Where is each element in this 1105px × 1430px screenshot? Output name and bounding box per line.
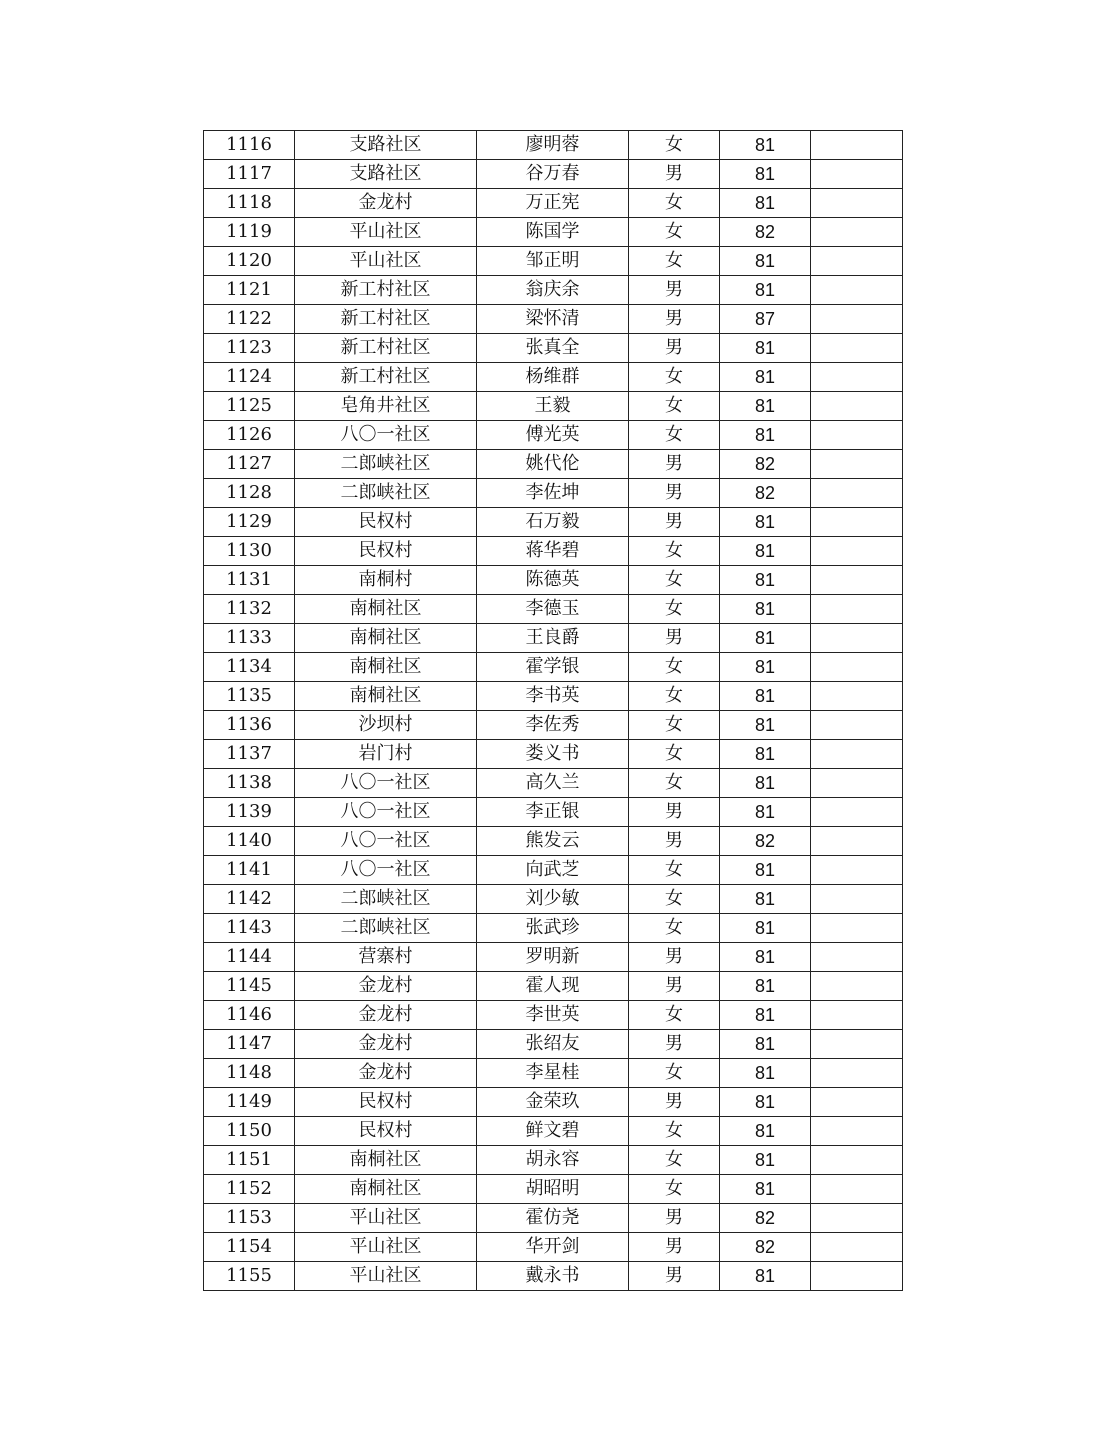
roster-table-body [204,131,903,1291]
table-row [204,1030,903,1059]
cell-gender: 男 [629,798,720,827]
cell-community: 二郎峡社区 [295,450,477,479]
cell-note [811,972,903,1001]
cell-age: 81 [720,392,811,421]
cell-serial-number: 1120 [204,247,295,276]
cell-age: 81 [720,421,811,450]
cell-gender: 女 [629,885,720,914]
cell-gender: 女 [629,131,720,160]
cell-age: 81 [720,972,811,1001]
table-row [204,1233,903,1262]
table-row [204,218,903,247]
cell-serial-number: 1148 [204,1059,295,1088]
table-row [204,276,903,305]
cell-serial-number: 1132 [204,595,295,624]
cell-person-name: 霍人现 [477,972,629,1001]
table-row [204,1146,903,1175]
cell-serial-number: 1151 [204,1146,295,1175]
cell-serial-number: 1122 [204,305,295,334]
cell-community: 八〇一社区 [295,798,477,827]
table-row [204,566,903,595]
cell-note [811,624,903,653]
cell-person-name: 张武珍 [477,914,629,943]
cell-age: 81 [720,160,811,189]
cell-person-name: 张真全 [477,334,629,363]
cell-note [811,479,903,508]
cell-person-name: 胡昭明 [477,1175,629,1204]
cell-serial-number: 1153 [204,1204,295,1233]
cell-community: 民权村 [295,1088,477,1117]
table-row [204,856,903,885]
cell-note [811,276,903,305]
table-row [204,827,903,856]
cell-community: 沙坝村 [295,711,477,740]
cell-person-name: 廖明蓉 [477,131,629,160]
cell-serial-number: 1123 [204,334,295,363]
table-row [204,305,903,334]
table-row [204,740,903,769]
cell-serial-number: 1145 [204,972,295,1001]
table-row [204,1088,903,1117]
cell-serial-number: 1143 [204,914,295,943]
cell-age: 81 [720,1001,811,1030]
cell-person-name: 李书英 [477,682,629,711]
cell-note [811,1146,903,1175]
cell-serial-number: 1152 [204,1175,295,1204]
table-row [204,131,903,160]
cell-age: 81 [720,711,811,740]
cell-gender: 女 [629,653,720,682]
cell-community: 二郎峡社区 [295,914,477,943]
cell-note [811,218,903,247]
table-row [204,450,903,479]
cell-note [811,305,903,334]
cell-gender: 男 [629,1204,720,1233]
cell-serial-number: 1144 [204,943,295,972]
cell-person-name: 李世英 [477,1001,629,1030]
cell-note [811,856,903,885]
cell-gender: 男 [629,160,720,189]
cell-gender: 男 [629,1233,720,1262]
table-row [204,885,903,914]
table-row [204,508,903,537]
table-row [204,189,903,218]
cell-serial-number: 1134 [204,653,295,682]
cell-person-name: 戴永书 [477,1262,629,1291]
cell-age: 81 [720,653,811,682]
cell-note [811,1088,903,1117]
table-row [204,479,903,508]
cell-serial-number: 1118 [204,189,295,218]
table-row [204,1001,903,1030]
cell-age: 82 [720,1204,811,1233]
table-row [204,1117,903,1146]
cell-gender: 女 [629,566,720,595]
cell-age: 81 [720,856,811,885]
cell-person-name: 陈德英 [477,566,629,595]
cell-note [811,189,903,218]
cell-age: 81 [720,1146,811,1175]
cell-gender: 男 [629,1262,720,1291]
cell-age: 81 [720,1030,811,1059]
cell-person-name: 陈国学 [477,218,629,247]
cell-note [811,1117,903,1146]
table-row [204,595,903,624]
cell-community: 新工村社区 [295,334,477,363]
cell-age: 81 [720,1117,811,1146]
table-row [204,653,903,682]
cell-gender: 男 [629,827,720,856]
cell-note [811,421,903,450]
cell-serial-number: 1124 [204,363,295,392]
table-row [204,943,903,972]
cell-gender: 女 [629,392,720,421]
cell-age: 81 [720,943,811,972]
cell-community: 二郎峡社区 [295,885,477,914]
table-row [204,711,903,740]
cell-age: 81 [720,566,811,595]
cell-person-name: 李正银 [477,798,629,827]
roster-table [203,130,903,1291]
cell-gender: 男 [629,305,720,334]
table-row [204,1262,903,1291]
cell-note [811,653,903,682]
table-row [204,914,903,943]
table-row [204,769,903,798]
cell-community: 皂角井社区 [295,392,477,421]
cell-serial-number: 1119 [204,218,295,247]
cell-age: 81 [720,798,811,827]
cell-community: 南桐社区 [295,595,477,624]
cell-note [811,363,903,392]
cell-person-name: 霍仿尧 [477,1204,629,1233]
cell-age: 81 [720,1088,811,1117]
cell-community: 八〇一社区 [295,421,477,450]
cell-community: 金龙村 [295,1030,477,1059]
cell-serial-number: 1130 [204,537,295,566]
cell-community: 平山社区 [295,247,477,276]
cell-age: 82 [720,450,811,479]
cell-community: 支路社区 [295,160,477,189]
cell-serial-number: 1140 [204,827,295,856]
cell-serial-number: 1131 [204,566,295,595]
cell-gender: 女 [629,769,720,798]
cell-person-name: 梁怀清 [477,305,629,334]
cell-gender: 男 [629,276,720,305]
cell-note [811,1204,903,1233]
cell-gender: 女 [629,1001,720,1030]
cell-gender: 男 [629,508,720,537]
cell-person-name: 张绍友 [477,1030,629,1059]
cell-community: 金龙村 [295,972,477,1001]
cell-note [811,508,903,537]
cell-community: 民权村 [295,1117,477,1146]
cell-note [811,885,903,914]
cell-note [811,595,903,624]
table-row [204,160,903,189]
cell-gender: 女 [629,1146,720,1175]
cell-serial-number: 1121 [204,276,295,305]
table-row [204,363,903,392]
cell-community: 八〇一社区 [295,827,477,856]
cell-gender: 女 [629,711,720,740]
cell-age: 81 [720,595,811,624]
cell-person-name: 李德玉 [477,595,629,624]
cell-person-name: 谷万春 [477,160,629,189]
cell-note [811,1175,903,1204]
table-row [204,537,903,566]
cell-serial-number: 1127 [204,450,295,479]
cell-age: 81 [720,885,811,914]
cell-note [811,1233,903,1262]
cell-serial-number: 1133 [204,624,295,653]
cell-gender: 女 [629,218,720,247]
table-row [204,247,903,276]
cell-age: 81 [720,276,811,305]
cell-person-name: 李星桂 [477,1059,629,1088]
cell-person-name: 蒋华碧 [477,537,629,566]
cell-person-name: 王毅 [477,392,629,421]
cell-community: 支路社区 [295,131,477,160]
cell-serial-number: 1150 [204,1117,295,1146]
cell-person-name: 霍学银 [477,653,629,682]
cell-age: 81 [720,131,811,160]
cell-gender: 女 [629,363,720,392]
cell-person-name: 华开剑 [477,1233,629,1262]
cell-age: 82 [720,218,811,247]
cell-gender: 男 [629,943,720,972]
cell-community: 平山社区 [295,1233,477,1262]
cell-person-name: 高久兰 [477,769,629,798]
cell-gender: 女 [629,914,720,943]
cell-community: 金龙村 [295,1059,477,1088]
cell-community: 八〇一社区 [295,769,477,798]
cell-person-name: 鲜文碧 [477,1117,629,1146]
cell-community: 南桐社区 [295,624,477,653]
cell-serial-number: 1138 [204,769,295,798]
table-row [204,972,903,1001]
cell-age: 81 [720,624,811,653]
cell-age: 81 [720,1262,811,1291]
cell-serial-number: 1135 [204,682,295,711]
cell-person-name: 姚代伦 [477,450,629,479]
cell-person-name: 王良爵 [477,624,629,653]
cell-age: 81 [720,247,811,276]
cell-gender: 女 [629,421,720,450]
cell-note [811,914,903,943]
cell-community: 南桐社区 [295,1146,477,1175]
cell-serial-number: 1128 [204,479,295,508]
cell-community: 新工村社区 [295,305,477,334]
cell-note [811,392,903,421]
cell-serial-number: 1142 [204,885,295,914]
cell-serial-number: 1154 [204,1233,295,1262]
cell-community: 金龙村 [295,1001,477,1030]
cell-note [811,537,903,566]
cell-note [811,160,903,189]
cell-age: 81 [720,363,811,392]
cell-note [811,1001,903,1030]
cell-gender: 女 [629,1175,720,1204]
cell-community: 民权村 [295,537,477,566]
cell-age: 81 [720,189,811,218]
cell-note [811,827,903,856]
cell-person-name: 李佐坤 [477,479,629,508]
cell-community: 二郎峡社区 [295,479,477,508]
table-row [204,1204,903,1233]
cell-community: 新工村社区 [295,363,477,392]
cell-note [811,1262,903,1291]
cell-community: 南桐社区 [295,653,477,682]
cell-note [811,682,903,711]
cell-age: 81 [720,537,811,566]
cell-gender: 男 [629,972,720,1001]
cell-note [811,1059,903,1088]
cell-serial-number: 1139 [204,798,295,827]
cell-person-name: 石万毅 [477,508,629,537]
cell-person-name: 胡永容 [477,1146,629,1175]
table-row [204,624,903,653]
cell-gender: 女 [629,247,720,276]
cell-note [811,334,903,363]
cell-community: 营寨村 [295,943,477,972]
cell-serial-number: 1126 [204,421,295,450]
table-row [204,1175,903,1204]
cell-person-name: 熊发云 [477,827,629,856]
table-row [204,682,903,711]
cell-serial-number: 1146 [204,1001,295,1030]
cell-person-name: 李佐秀 [477,711,629,740]
cell-age: 82 [720,1233,811,1262]
cell-person-name: 翁庆余 [477,276,629,305]
cell-age: 81 [720,914,811,943]
cell-community: 新工村社区 [295,276,477,305]
cell-serial-number: 1129 [204,508,295,537]
cell-age: 82 [720,827,811,856]
cell-community: 南桐村 [295,566,477,595]
cell-gender: 女 [629,189,720,218]
cell-gender: 男 [629,450,720,479]
cell-serial-number: 1155 [204,1262,295,1291]
cell-gender: 女 [629,682,720,711]
cell-gender: 男 [629,479,720,508]
cell-note [811,943,903,972]
cell-gender: 男 [629,1088,720,1117]
table-row [204,392,903,421]
cell-age: 81 [720,740,811,769]
table-row [204,334,903,363]
cell-serial-number: 1137 [204,740,295,769]
cell-person-name: 万正宪 [477,189,629,218]
cell-community: 金龙村 [295,189,477,218]
cell-note [811,740,903,769]
cell-note [811,247,903,276]
cell-age: 82 [720,479,811,508]
cell-person-name: 罗明新 [477,943,629,972]
cell-community: 南桐社区 [295,1175,477,1204]
cell-note [811,769,903,798]
cell-note [811,1030,903,1059]
cell-gender: 女 [629,1059,720,1088]
table-row [204,1059,903,1088]
cell-age: 81 [720,508,811,537]
cell-serial-number: 1136 [204,711,295,740]
cell-gender: 女 [629,856,720,885]
cell-note [811,798,903,827]
cell-person-name: 向武芝 [477,856,629,885]
cell-person-name: 娄义书 [477,740,629,769]
cell-gender: 男 [629,334,720,363]
cell-age: 81 [720,1175,811,1204]
cell-community: 岩门村 [295,740,477,769]
cell-gender: 女 [629,740,720,769]
cell-age: 81 [720,334,811,363]
cell-person-name: 刘少敏 [477,885,629,914]
table-row [204,421,903,450]
cell-age: 87 [720,305,811,334]
cell-serial-number: 1141 [204,856,295,885]
cell-community: 民权村 [295,508,477,537]
cell-gender: 女 [629,595,720,624]
cell-community: 平山社区 [295,1204,477,1233]
cell-gender: 女 [629,537,720,566]
cell-serial-number: 1149 [204,1088,295,1117]
cell-community: 平山社区 [295,218,477,247]
cell-gender: 男 [629,624,720,653]
cell-community: 八〇一社区 [295,856,477,885]
cell-person-name: 金荣玖 [477,1088,629,1117]
cell-gender: 女 [629,1117,720,1146]
cell-person-name: 傅光英 [477,421,629,450]
cell-community: 平山社区 [295,1262,477,1291]
cell-gender: 男 [629,1030,720,1059]
cell-age: 81 [720,682,811,711]
cell-note [811,566,903,595]
cell-community: 南桐社区 [295,682,477,711]
cell-note [811,711,903,740]
cell-serial-number: 1117 [204,160,295,189]
cell-serial-number: 1116 [204,131,295,160]
cell-person-name: 杨维群 [477,363,629,392]
cell-note [811,131,903,160]
cell-serial-number: 1125 [204,392,295,421]
cell-serial-number: 1147 [204,1030,295,1059]
table-row [204,798,903,827]
cell-age: 81 [720,1059,811,1088]
cell-person-name: 邹正明 [477,247,629,276]
cell-note [811,450,903,479]
cell-age: 81 [720,769,811,798]
